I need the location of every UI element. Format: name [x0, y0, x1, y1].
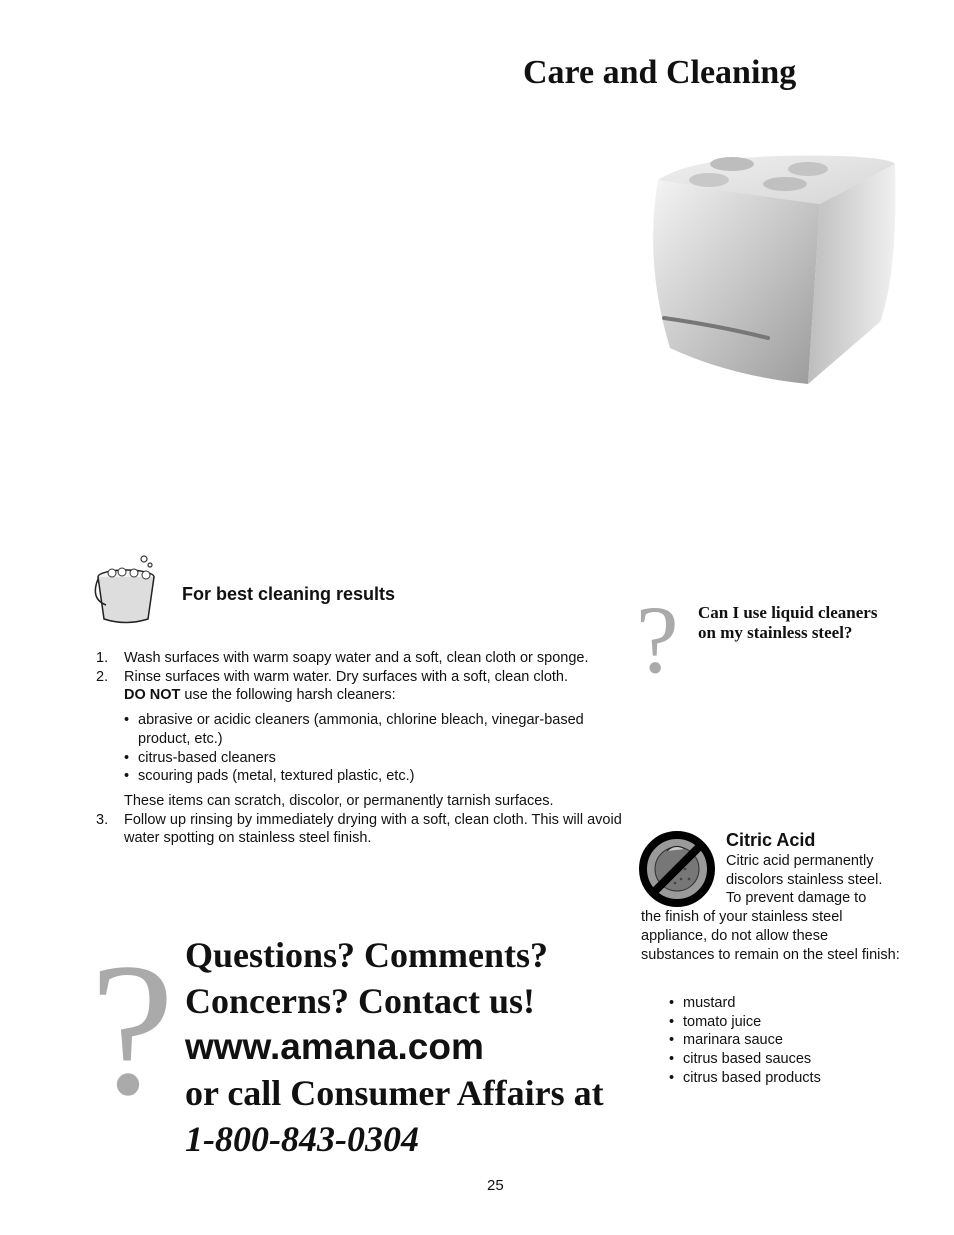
- harsh-cleaners-list: [124, 711, 626, 786]
- step-3: [96, 811, 626, 848]
- step-number: 2.: [96, 668, 109, 685]
- step-text: Wash surfaces with warm soapy water and a soft, clean cloth or sponge.: [124, 650, 589, 666]
- citric-rest: the finish of your stainless steel appliance, do not allow these substances to remain on the steel finish:: [641, 909, 900, 963]
- cleaners-note: These items can scratch, discolor, or permanently tarnish surfaces.: [124, 792, 554, 809]
- list-item: • scouring pads (metal, textured plastic, etc.): [124, 767, 626, 786]
- best-results-heading: For best cleaning results: [182, 584, 396, 604]
- citric-line: Citric acid permanently: [726, 853, 874, 869]
- citric-acid-title: Citric Acid: [726, 830, 816, 850]
- list-item: • mustard: [669, 994, 821, 1013]
- contact-line: Questions? Comments?: [185, 935, 549, 975]
- step-number: 3.: [96, 811, 109, 828]
- warning-text: use the following harsh cleaners:: [180, 687, 396, 704]
- soapy-bucket-icon: [92, 553, 162, 627]
- list-item: • citrus-based cleaners: [124, 749, 626, 768]
- citric-acid-text: [641, 852, 901, 964]
- list-item: • abrasive or acidic cleaners (ammonia, chlorine bleach, vinegar-based product, etc.): [124, 711, 626, 748]
- contact-block: [185, 932, 604, 1162]
- list-item: • marinara sauce: [669, 1031, 821, 1050]
- contact-line: Concerns? Contact us!: [185, 981, 535, 1021]
- warning-strong: DO NOT: [124, 687, 181, 704]
- contact-line: or call Consumer Affairs at: [185, 1073, 604, 1113]
- dishwasher-illustration-icon: [640, 152, 900, 388]
- list-item: • tomato juice: [669, 1013, 821, 1032]
- list-item: • citrus based products: [669, 1069, 821, 1088]
- list-item: • citrus based sauces: [669, 1050, 821, 1069]
- citric-line: discolors stainless steel.: [726, 871, 883, 888]
- page-number: 25: [487, 1177, 504, 1194]
- step-2: [96, 668, 626, 786]
- large-question-mark-icon: ?: [90, 925, 175, 1135]
- step-text: Follow up rinsing by immediately drying with a soft, clean cloth. This will avoid water spotting on stainless steel finish.: [124, 811, 622, 847]
- cleaning-steps: [96, 649, 626, 848]
- phone-number: 1-800-843-0304: [185, 1119, 419, 1159]
- faq-question: Can I use liquid cleaners on my stainless steel?: [698, 603, 878, 642]
- page-title: Care and Cleaning: [523, 54, 797, 91]
- citric-substances-list: [669, 994, 821, 1088]
- step-text: Rinse surfaces with warm water. Dry surfaces with a soft, clean cloth.: [124, 668, 569, 685]
- website-link[interactable]: www.amana.com: [185, 1026, 484, 1067]
- step-number: 1.: [96, 650, 109, 666]
- question-mark-icon: ?: [636, 586, 679, 693]
- step-1: [96, 649, 626, 668]
- citric-line: To prevent damage to: [726, 890, 867, 907]
